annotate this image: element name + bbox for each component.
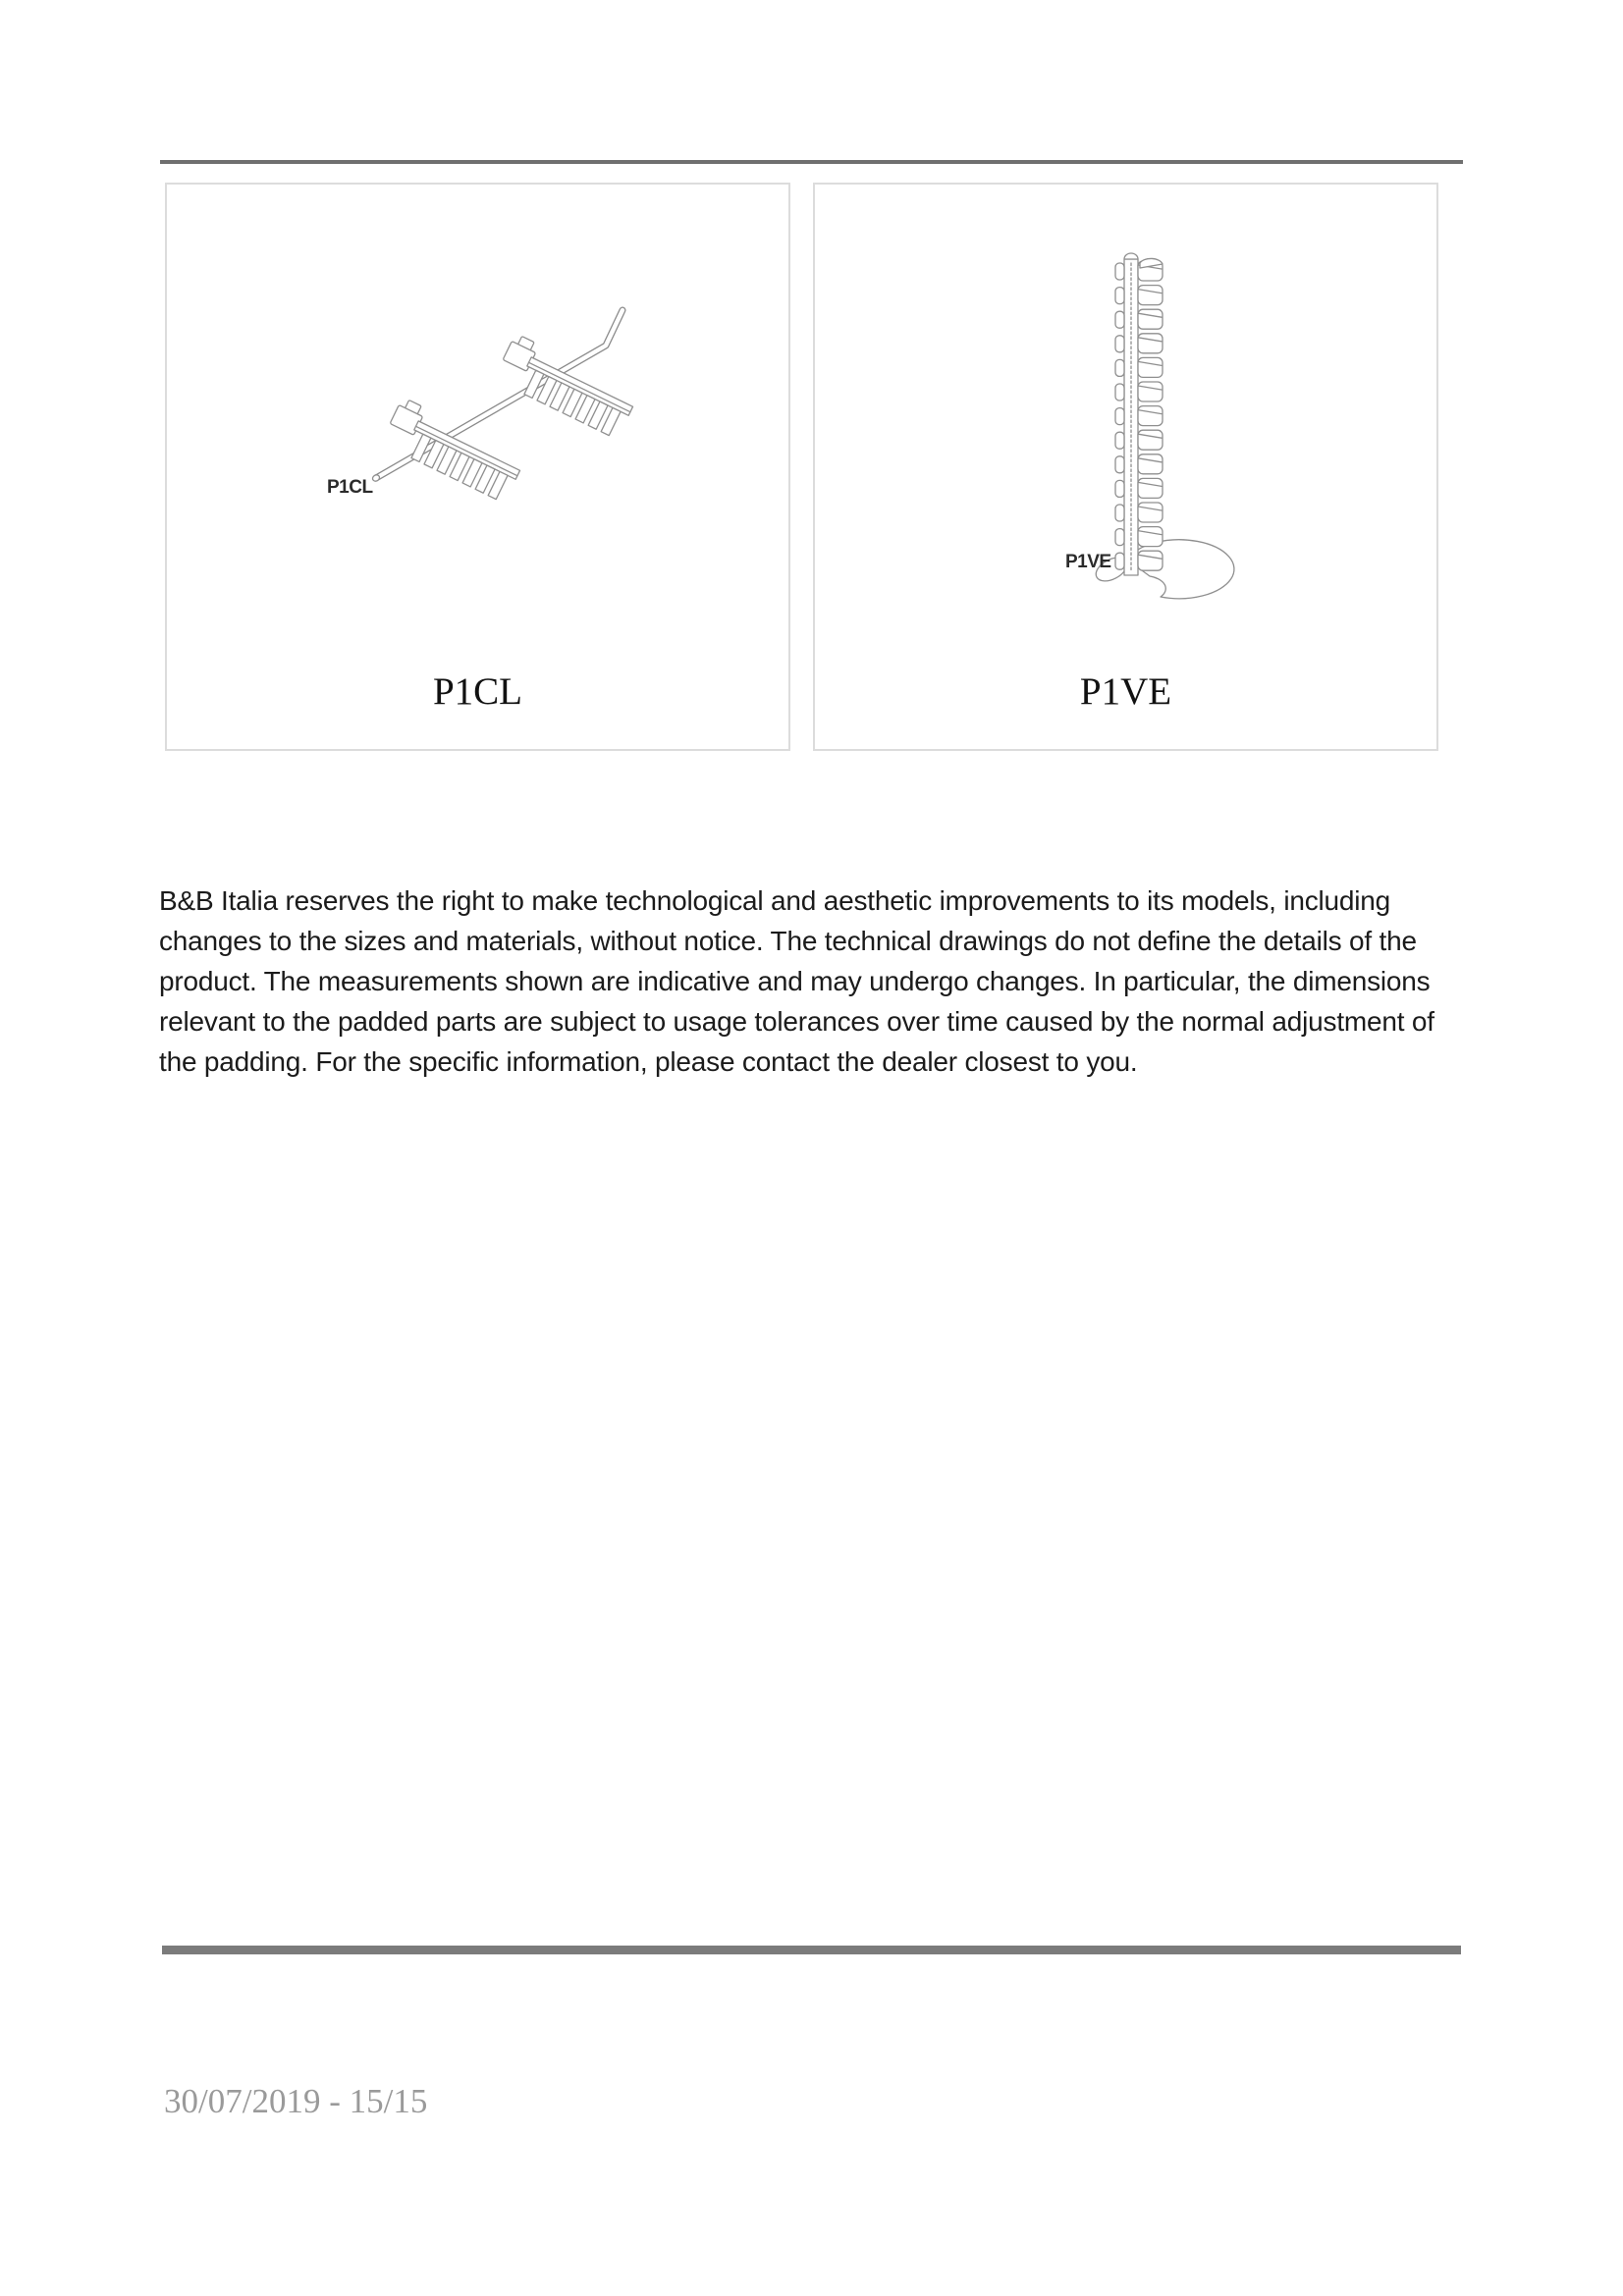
disclaimer-line: product. The measurements shown are indicative and may undergo changes. In particular, the dimensions [159, 966, 1431, 996]
figure-box-p1ve [813, 183, 1438, 751]
figure-caption-p1ve: P1VE [1079, 670, 1172, 713]
vertical-cable-spine-drawing [815, 185, 1436, 749]
part-label-p1cl: P1CL [327, 477, 373, 498]
disclaimer-line: relevant to the padded parts are subject to usage tolerances over time caused by the normal adjustment of [159, 1006, 1434, 1037]
top-rule-divider [160, 160, 1463, 164]
bottom-rule-divider [162, 1946, 1461, 1954]
disclaimer-line: changes to the sizes and materials, without notice. The technical drawings do not define the details of the [159, 926, 1417, 956]
part-label-p1ve: P1VE [1065, 552, 1111, 572]
disclaimer-paragraph [159, 881, 1434, 1082]
cable-tray-clamp-drawing [167, 185, 788, 749]
disclaimer-line: B&B Italia reserves the right to make technological and aesthetic improvements to its models, including [159, 885, 1391, 916]
figure-box-p1cl [165, 183, 790, 751]
disclaimer-line: the padding. For the specific information, please contact the dealer closest to you. [159, 1046, 1138, 1077]
figure-caption-p1cl: P1CL [432, 670, 523, 713]
footer-date-page-number: 30/07/2019 - 15/15 [164, 2082, 428, 2120]
